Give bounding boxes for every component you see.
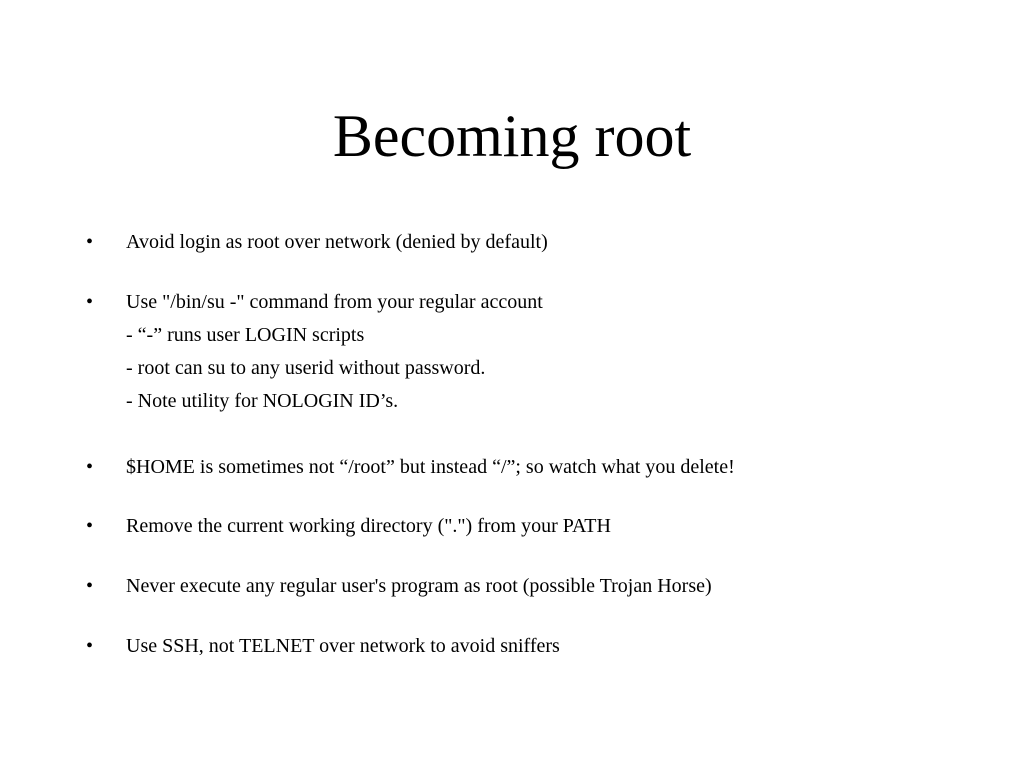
bullet-subline: - Note utility for NOLOGIN ID’s. <box>126 390 399 412</box>
bullet-text: Never execute any regular user's program as root (possible Trojan Horse) <box>126 575 712 597</box>
bullet-text: $HOME is sometimes not “/root” but instead “/”; so watch what you delete! <box>126 456 735 478</box>
bullet-marker: • <box>86 291 94 313</box>
slide-title: Becoming root <box>332 103 692 169</box>
bullet-marker: • <box>86 515 94 537</box>
bullet-marker: • <box>86 231 94 253</box>
bullet-text: Use "/bin/su -" command from your regular account <box>126 291 543 313</box>
bullet-text: Avoid login as root over network (denied by default) <box>126 231 548 253</box>
bullet-subline: - root can su to any userid without password. <box>126 357 486 379</box>
bullet-marker: • <box>86 575 94 597</box>
bullet-text: Remove the current working directory (".") from your PATH <box>126 515 611 537</box>
bullet-subline: - “-” runs user LOGIN scripts <box>126 324 365 346</box>
bullet-marker: • <box>86 635 94 657</box>
bullet-text: Use SSH, not TELNET over network to avoid sniffers <box>126 635 560 657</box>
bullet-marker: • <box>86 456 94 478</box>
